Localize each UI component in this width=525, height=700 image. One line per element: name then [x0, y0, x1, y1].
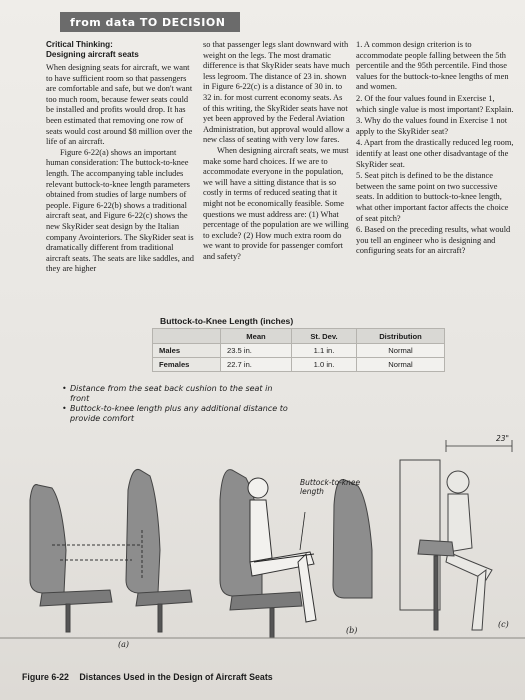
column-3-questions [356, 40, 516, 258]
annotation-pointer [300, 512, 305, 550]
table-title: Buttock-to-Knee Length (inches) [160, 316, 294, 326]
buttock-knee-table [152, 328, 445, 372]
seat-distance-23-annotation: 23" [496, 434, 509, 443]
table-cell: Normal [357, 344, 445, 358]
question-6: 6. Based on the preceding results, what would you tell an engineer who is designing and configuring seats for an aircraft? [356, 225, 511, 256]
column-1 [46, 40, 196, 275]
seat-illustration-a [30, 469, 192, 632]
table-cell: Females [153, 358, 221, 372]
bullet-buttock-knee: • Buttock-to-knee length plus any additional distance to provide comfort [62, 404, 292, 424]
skyrider-paragraph: so that passenger legs slant downward with weight on the legs. The most dramatic difference is that SkyRider seats have much less legroom. The distance of 23 in. shown in Figure 6-22(c) is a distance of 30 in. to 32 in. for most current economy seats. As of this writing, the SkyRider seats have not yet been approved by the Federal Aviation Administration, but approval would allow a new class of seating with very low fares. [203, 40, 350, 145]
question-5: 5. Seat pitch is defined to be the distance between the same point on two successive seats. In addition to buttock-to-knee length, what other important factor affects the choice of seat pitch? [356, 171, 509, 223]
figure-caption-text: Distances Used in the Design of Aircraft Seats [79, 672, 273, 682]
intro-paragraph: When designing seats for aircraft, we want to have sufficient room so that passengers are comfortable and safe, but we don't want too much room, because fewer seats could be installed and profits would drop. It has been estimated that removing one row of seats would cost around $8 million over the life of an aircraft. [46, 63, 193, 147]
table-cell: 22.7 in. [221, 358, 292, 372]
table-header-mean: Mean [221, 329, 292, 344]
bullet-seat-distance: • Distance from the seat back cushion to the seat in front [62, 384, 292, 404]
table-cell: Males [153, 344, 221, 358]
figure-bullets [62, 384, 292, 424]
section-header-title: from data TO DECISION [70, 15, 226, 29]
table-header-stdev: St. Dev. [292, 329, 357, 344]
table-header-distribution: Distribution [357, 329, 445, 344]
section-subtitle: Designing aircraft seats [46, 50, 139, 59]
figure-label-a: (a) [118, 640, 130, 649]
table-header-blank [153, 329, 221, 344]
buttock-knee-annotation: Buttock-to-knee length [300, 478, 361, 496]
question-3: 3. Why do the values found in Exercise 1 not apply to the SkyRider seat? [356, 116, 508, 136]
table-cell: Normal [357, 358, 445, 372]
question-4: 4. Apart from the drastically reduced leg room, identify at least one other disadvantage of the SkyRider seat. [356, 138, 514, 169]
table-cell: 23.5 in. [221, 344, 292, 358]
seat-diagram-svg [0, 430, 525, 660]
figure-label-c: (c) [498, 620, 509, 629]
table-row [153, 344, 445, 358]
table-cell: 1.1 in. [292, 344, 357, 358]
table-cell: 1.0 in. [292, 358, 357, 372]
figure-number: Figure 6-22 [22, 672, 69, 682]
figure-description-paragraph: Figure 6-22(a) shows an important human consideration: The buttock-to-knee length. The accompanying table includes relevant buttock-to-knee length parameters obtained from studies of large numbers of people. Figure 6-22(b) shows a traditional aircraft seat, and Figure 6-22(c) shows the new SkyRider seat design by the Italian company Avointeriors. The SkyRider seat is dramatically different from traditional aircraft seats. The seats are like saddles, and they are higher [46, 147, 194, 274]
figure-label-b: (b) [346, 626, 358, 635]
column-2 [203, 40, 351, 262]
critical-thinking-label: Critical Thinking: [46, 40, 113, 49]
table-header-row [153, 329, 445, 344]
table-row [153, 358, 445, 372]
figure-caption [22, 672, 273, 682]
figure-6-22-illustration [0, 430, 525, 660]
section-header [60, 12, 240, 32]
question-2: 2. Of the four values found in Exercise 1, which single value is most important? Explain. [356, 93, 514, 114]
question-1: 1. A common design criterion is to accommodate people falling between the 5th percentile and the 95th percentile. Find those values for the buttock-to-knee lengths of men and women. [356, 40, 509, 92]
design-choices-paragraph: When designing aircraft seats, we must make some hard choices. If we are to accommodate everyone in the population, we will have a sitting distance that is so costly in terms of reduced seating that it might not be economically feasible. Some questions we must address are: (1) What percentage of the population are we willing to exclude? (2) How much extra room do we want to provide for passenger comfort and safety? [203, 145, 349, 261]
seat-illustration-c [400, 460, 492, 630]
